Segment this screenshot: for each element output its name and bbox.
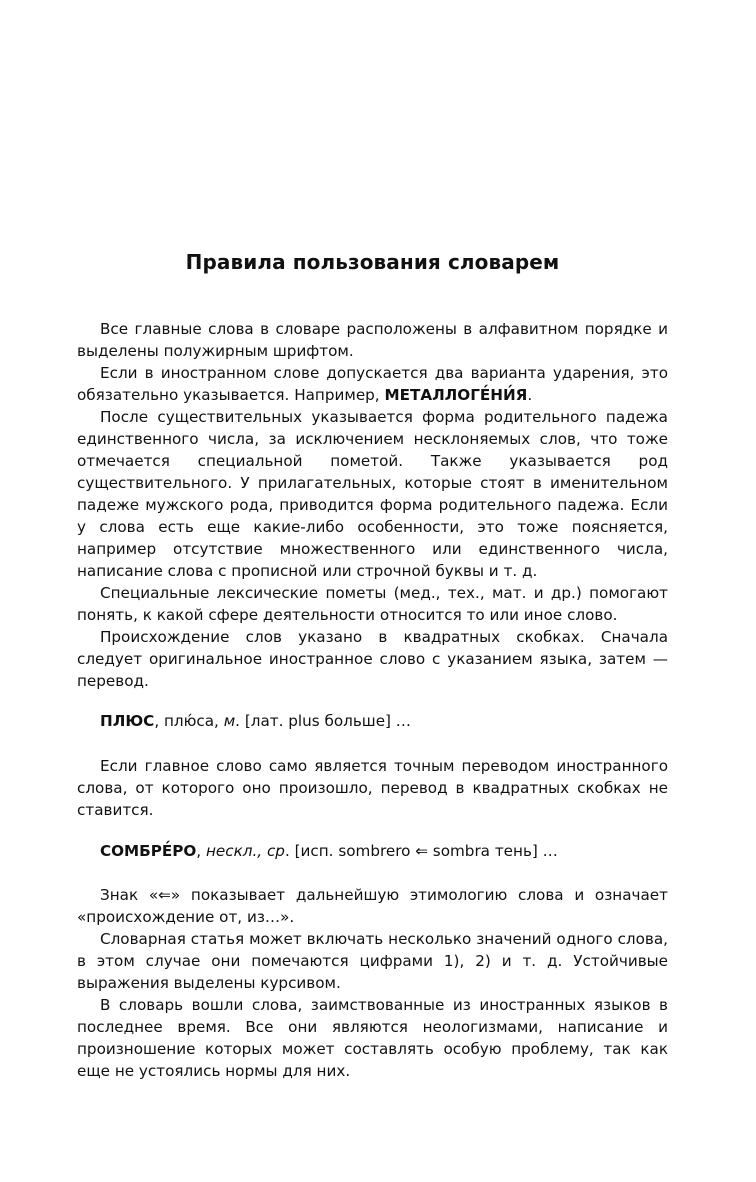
paragraph-grammar: После существительных указывается форма родительного падежа единственного числа, за исключением несклоняемых слов, что тоже отмечается специальной пометой. Также указывается род существительного. У прилагательных, которые стоят в именительном падеже мужского рода, приводится форма родительного падежа. Если у слова есть еще какие-либо особенности, это тоже поясняется, например отсутствие множественного или единственного числа, написание слова с прописной или строчной буквы и т. д.	[77, 408, 668, 580]
entry-etymology: . [лат. plus больше] …	[235, 712, 411, 730]
paragraph-arrow-sign: Знак «⇐» показывает дальнейшую этимологию слова и означает «происхождение от, из…».	[77, 886, 668, 926]
paragraph-neologisms: В словарь вошли слова, заимствованные из иностранных языков в последнее время. Все они являются неологизмами, написание и произношение которых может составлять особую проблему, так как еще не устоялись нормы для них.	[77, 996, 668, 1080]
entry-headword: ПЛЮС	[100, 712, 155, 730]
paragraph-translation: Если главное слово само является точным переводом иностранного слова, от которого оно произошло, перевод в квадратных скобках не ставится.	[77, 757, 668, 819]
paragraph-stress-end: .	[527, 386, 533, 404]
paragraph-alphabetical: Все главные слова в словаре расположены в алфавитном порядке и выделены полужирным шрифтом.	[77, 320, 668, 360]
entry-etymology: . [исп. sombrero ⇐ sombra тень] …	[284, 842, 558, 860]
example-word: МЕТАЛЛОГЕ́НИ́Я	[384, 386, 528, 404]
paragraph-stress	[77, 362, 668, 406]
example-entry-plus	[100, 710, 411, 732]
paragraph-labels: Специальные лексические пометы (мед., тех., мат. и др.) помогают понять, к какой сфере деятельности относится то или иное слово.	[77, 584, 668, 624]
example-entry-sombrero	[100, 840, 558, 862]
page-title: Правила пользования словарем	[185, 250, 560, 274]
paragraph-stress-text: Если в иностранном слове допускается два варианта ударения, это обязательно указывается. Например,	[77, 364, 668, 404]
entry-headword: СОМБРЕ́РО	[100, 842, 197, 860]
paragraph-origin: Происхождение слов указано в квадратных скобках. Сначала следует оригинальное иностранное слово с указанием языка, затем — перевод.	[77, 628, 668, 690]
entry-gram-label: м	[223, 712, 236, 730]
entry-gram-label: нескл., ср	[205, 842, 285, 860]
entry-genitive: , плю́са,	[154, 712, 224, 730]
entry-separator: ,	[196, 842, 206, 860]
paragraph-meanings: Словарная статья может включать несколько значений одного слова, в этом случае они помечаются цифрами 1), 2) и т. д. Устойчивые выражения выделены курсивом.	[77, 930, 668, 992]
